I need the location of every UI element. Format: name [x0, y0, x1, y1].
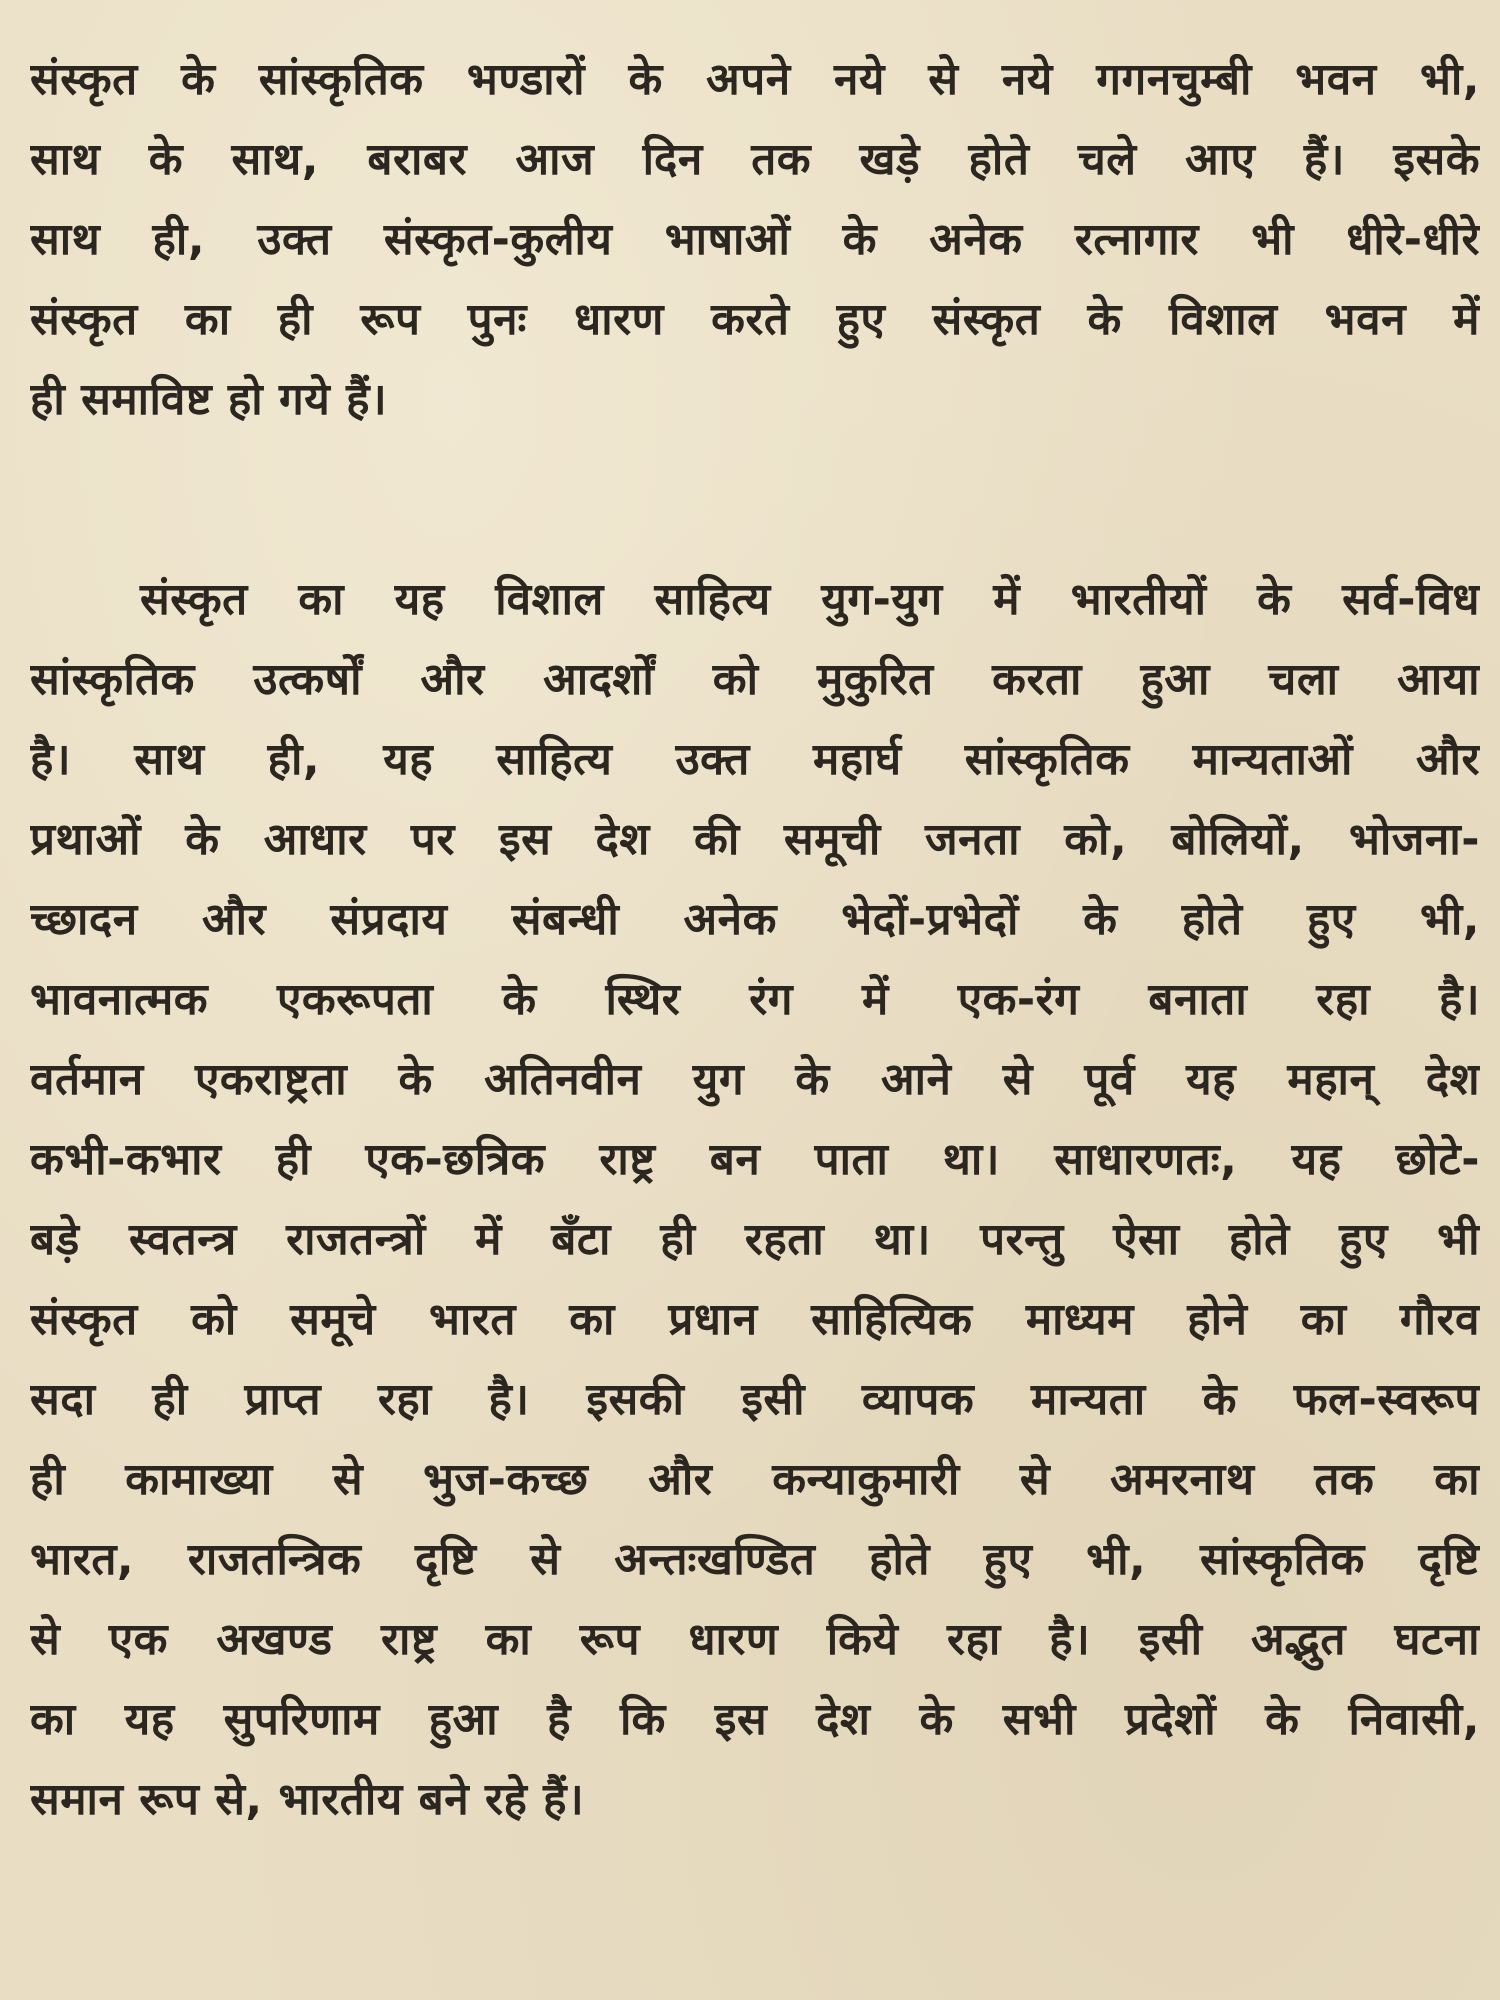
text-line: सदा ही प्राप्त रहा है। इसकी इसी व्यापक मान्यता के फल-स्वरूप	[30, 1374, 1480, 1425]
text-line: वर्तमान एकराष्ट्रता के अतिनवीन युग के आने से पूर्व यह महान् देश	[30, 1054, 1480, 1105]
text-line: सांस्कृतिक उत्कर्षों और आदर्शों को मुकुरित करता हुआ चला आया	[30, 654, 1480, 705]
text-line: का यह सुपरिणाम हुआ है कि इस देश के सभी प्रदेशों के निवासी,	[30, 1694, 1480, 1745]
paragraph-2	[30, 560, 1480, 1840]
text-line: कभी-कभार ही एक-छत्रिक राष्ट्र बन पाता था। साधारणतः, यह छोटे-	[30, 1134, 1480, 1185]
paragraph-gap	[30, 440, 1480, 560]
text-line: संस्कृत का ही रूप पुनः धारण करते हुए संस्कृत के विशाल भवन में	[30, 294, 1480, 345]
text-line: है। साथ ही, यह साहित्य उक्त महार्घ सांस्कृतिक मान्यताओं और	[30, 734, 1480, 785]
page-text	[30, 40, 1480, 1840]
text-line: ही समाविष्ट हो गये हैं।	[30, 374, 388, 425]
text-line: समान रूप से, भारतीय बने रहे हैं।	[30, 1774, 585, 1825]
text-line: संस्कृत को समूचे भारत का प्रधान साहित्यिक माध्यम होने का गौरव	[30, 1294, 1480, 1345]
text-line: से एक अखण्ड राष्ट्र का रूप धारण किये रहा है। इसी अद्भुत घटना	[30, 1614, 1480, 1665]
text-line: संस्कृत का यह विशाल साहित्य युग-युग में भारतीयों के सर्व-विध	[140, 574, 1480, 625]
text-line: बड़े स्वतन्त्र राजतन्त्रों में बँटा ही रहता था। परन्तु ऐसा होते हुए भी	[30, 1214, 1480, 1265]
text-line: प्रथाओं के आधार पर इस देश की समूची जनता को, बोलियों, भोजना-	[30, 814, 1480, 865]
text-line: साथ ही, उक्त संस्कृत-कुलीय भाषाओं के अनेक रत्नागार भी धीरे-धीरे	[30, 214, 1480, 265]
text-line: भावनात्मक एकरूपता के स्थिर रंग में एक-रंग बनाता रहा है।	[30, 974, 1480, 1025]
text-line: च्छादन और संप्रदाय संबन्धी अनेक भेदों-प्रभेदों के होते हुए भी,	[30, 894, 1480, 945]
text-line: साथ के साथ, बराबर आज दिन तक खड़े होते चले आए हैं। इसके	[30, 134, 1480, 185]
paragraph-1	[30, 40, 1480, 440]
text-line: संस्कृत के सांस्कृतिक भण्डारों के अपने नये से नये गगनचुम्बी भवन भी,	[30, 54, 1480, 105]
text-line: भारत, राजतन्त्रिक दृष्टि से अन्तःखण्डित होते हुए भी, सांस्कृतिक दृष्टि	[30, 1534, 1480, 1585]
text-line: ही कामाख्या से भुज-कच्छ और कन्याकुमारी से अमरनाथ तक का	[30, 1454, 1480, 1505]
